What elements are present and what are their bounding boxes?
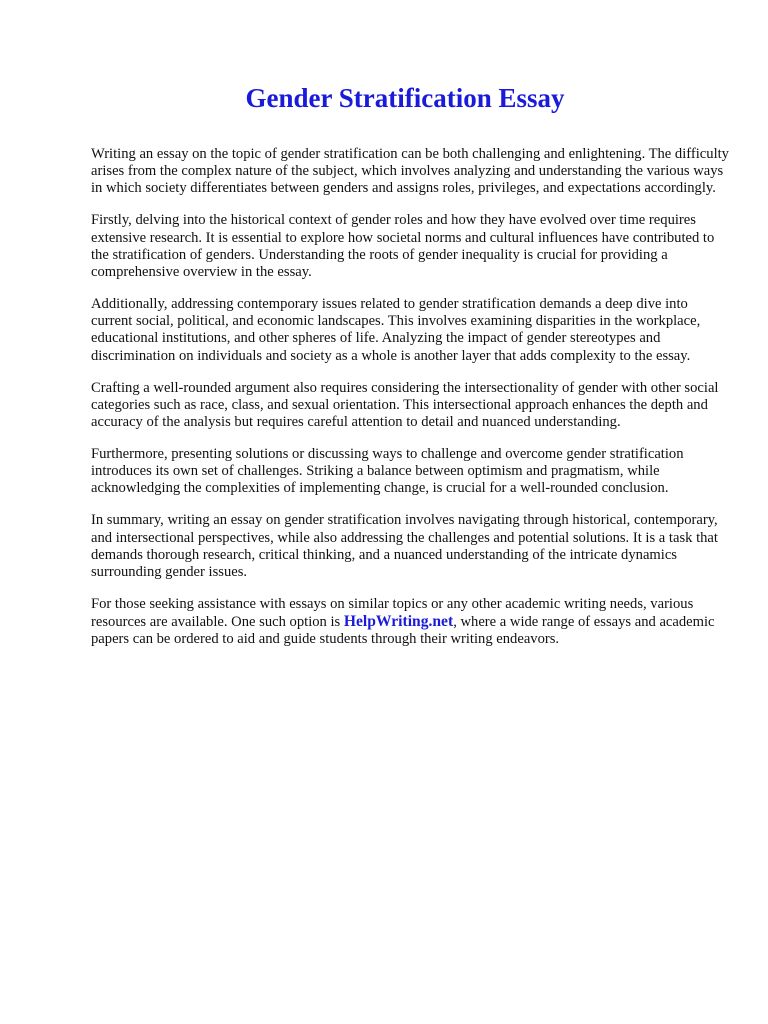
resources-text-after-link: , where a wide range of essays and academic papers can be ordered to aid and guide students through their writing endeavors.: [91, 614, 715, 648]
paragraph-intro: Writing an essay on the topic of gender stratification can be both challenging and enlightening. The difficulty arises from the complex nature of the subject, which involves analyzing and understanding the various ways in which society differentiates between genders and assigns roles, privileges, and expectations accordingly.: [91, 146, 729, 197]
helpwriting-link[interactable]: HelpWriting.net: [343, 613, 454, 631]
paragraph-resources: [91, 596, 731, 649]
paragraph-contemporary-issues: Additionally, addressing contemporary issues related to gender stratification demands a deep dive into current social, political, and economic landscapes. This involves examining disparities in the workplace, educational institutions, and other spheres of life. Analyzing the impact of gender stereotypes and discrimination on individuals and society as a whole is another layer that adds complexity to the essay.: [91, 296, 701, 364]
paragraph-intersectionality: Crafting a well-rounded argument also requires considering the intersectionality of gender with other social categories such as race, class, and sexual orientation. This intersectional approach enhances the depth and accuracy of the analysis but requires careful attention to detail and nuanced understanding.: [91, 379, 719, 431]
paragraph-solutions: Furthermore, presenting solutions or discussing ways to challenge and overcome gender stratification introduces its own set of challenges. Striking a balance between optimism and pragmatism, while acknowledging the complexities of implementing change, is crucial for a well-rounded conclusion.: [91, 446, 684, 497]
paragraph-summary: In summary, writing an essay on gender stratification involves navigating through historical, contemporary, and intersectional perspectives, while also addressing the challenges and potential solutions. It is a task that demands thorough research, critical thinking, and a nuanced understanding of the intricate dynamics surrounding gender issues.: [91, 512, 718, 581]
document-body: [91, 146, 731, 663]
paragraph-historical-context: Firstly, delving into the historical context of gender roles and how they have evolved over time requires extensive research. It is essential to explore how societal norms and cultural influences have contributed to the stratification of genders. Understanding the roots of gender inequality is crucial for providing a comprehensive overview in the essay.: [91, 212, 715, 281]
document-title: Gender Stratification Essay: [245, 83, 565, 113]
resources-text-before-link: For those seeking assistance with essays on similar topics or any other academic writing needs, various resources are available. One such option is: [91, 596, 694, 631]
